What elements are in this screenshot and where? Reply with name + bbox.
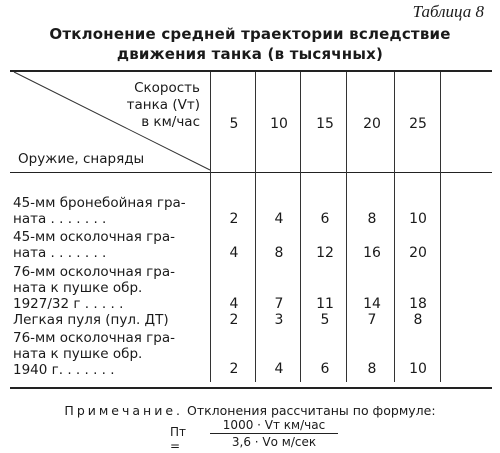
footnote [0, 403, 500, 418]
speed-header-5: 5 [229, 116, 239, 132]
row-5-weapon-line2: ната к пушке обр. [13, 346, 143, 362]
column-divider-1 [255, 72, 256, 382]
row-1-value-15: 6 [320, 211, 330, 227]
footnote-text: Отклонения рассчитаны по формуле: [187, 403, 436, 418]
row-1-value-10: 4 [274, 211, 284, 227]
weapon-label: Оружие, снаряды [18, 151, 145, 167]
column-divider-4 [394, 72, 395, 382]
row-5-value-15: 6 [320, 361, 330, 377]
row-3-value-5: 4 [229, 296, 239, 312]
row-2-value-20: 16 [363, 245, 381, 261]
speed-header-25: 25 [409, 116, 427, 132]
row-3-value-25: 18 [409, 296, 427, 312]
row-5-value-25: 10 [409, 361, 427, 377]
column-divider-5 [440, 72, 441, 382]
row-5-value-5: 2 [229, 361, 239, 377]
row-4-weapon [13, 312, 209, 328]
row-1-value-25: 10 [409, 211, 427, 227]
row-1-weapon-line1: 45-мм бронебойная гра- [13, 195, 186, 211]
speed-header-10: 10 [270, 116, 288, 132]
table-title-line2: движения танка (в тысячных) [116, 45, 384, 63]
row-5-weapon [13, 330, 209, 378]
row-4-value-25: 8 [413, 312, 423, 328]
formula-lhs: Пт = [170, 425, 187, 453]
column-divider-2 [300, 72, 301, 382]
row-3-weapon-line2: ната к пушке обр. [13, 280, 143, 296]
table-number: Таблица 8 [412, 2, 484, 21]
row-3-value-15: 11 [316, 296, 334, 312]
row-4-value-15: 5 [320, 312, 330, 328]
column-divider-0 [210, 72, 211, 382]
speed-header-20: 20 [363, 116, 381, 132]
row-2-value-10: 8 [274, 245, 284, 261]
row-5-weapon-line1: 76-мм осколочная гра- [13, 330, 175, 346]
formula-denominator: 3,6 · Vо м/сек [231, 435, 317, 449]
table-title-line1: Отклонение средней траектории вследствие [49, 25, 451, 43]
row-2-weapon-line1: 45-мм осколочная гра- [13, 229, 175, 245]
row-3-weapon [13, 264, 209, 312]
row-4-value-20: 7 [367, 312, 377, 328]
row-4-value-5: 2 [229, 312, 239, 328]
column-divider-3 [346, 72, 347, 382]
row-1-value-20: 8 [367, 211, 377, 227]
formula-fraction [210, 418, 338, 449]
row-2-value-15: 12 [316, 245, 334, 261]
speed-header-15: 15 [316, 116, 334, 132]
row-5-value-20: 8 [367, 361, 377, 377]
row-5-weapon-line3: 1940 г. . . . . . . [13, 362, 115, 378]
row-1-weapon-line2: ната . . . . . . . [13, 211, 107, 227]
row-4-weapon-line1: Легкая пуля (пул. ДТ) [13, 312, 169, 328]
row-1-value-5: 2 [229, 211, 239, 227]
row-1-weapon [13, 195, 209, 227]
row-2-value-25: 20 [409, 245, 427, 261]
speed-label-line1: Скорость [134, 80, 200, 96]
row-2-value-5: 4 [229, 245, 239, 261]
row-3-value-20: 14 [363, 296, 381, 312]
speed-label-line3: в км/час [141, 114, 200, 130]
row-3-weapon-line3: 1927/32 г . . . . . [13, 296, 124, 312]
row-4-value-10: 3 [274, 312, 284, 328]
row-3-value-10: 7 [274, 296, 284, 312]
row-2-weapon-line2: ната . . . . . . . [13, 245, 107, 261]
formula-numerator: 1000 · Vт км/час [210, 418, 338, 434]
table-bottom-rule [10, 387, 492, 389]
row-5-value-10: 4 [274, 361, 284, 377]
footnote-lead: Примечание. [64, 403, 184, 418]
speed-label-line2: танка (Vт) [126, 97, 200, 113]
row-3-weapon-line1: 76-мм осколочная гра- [13, 264, 175, 280]
row-2-weapon [13, 229, 209, 261]
